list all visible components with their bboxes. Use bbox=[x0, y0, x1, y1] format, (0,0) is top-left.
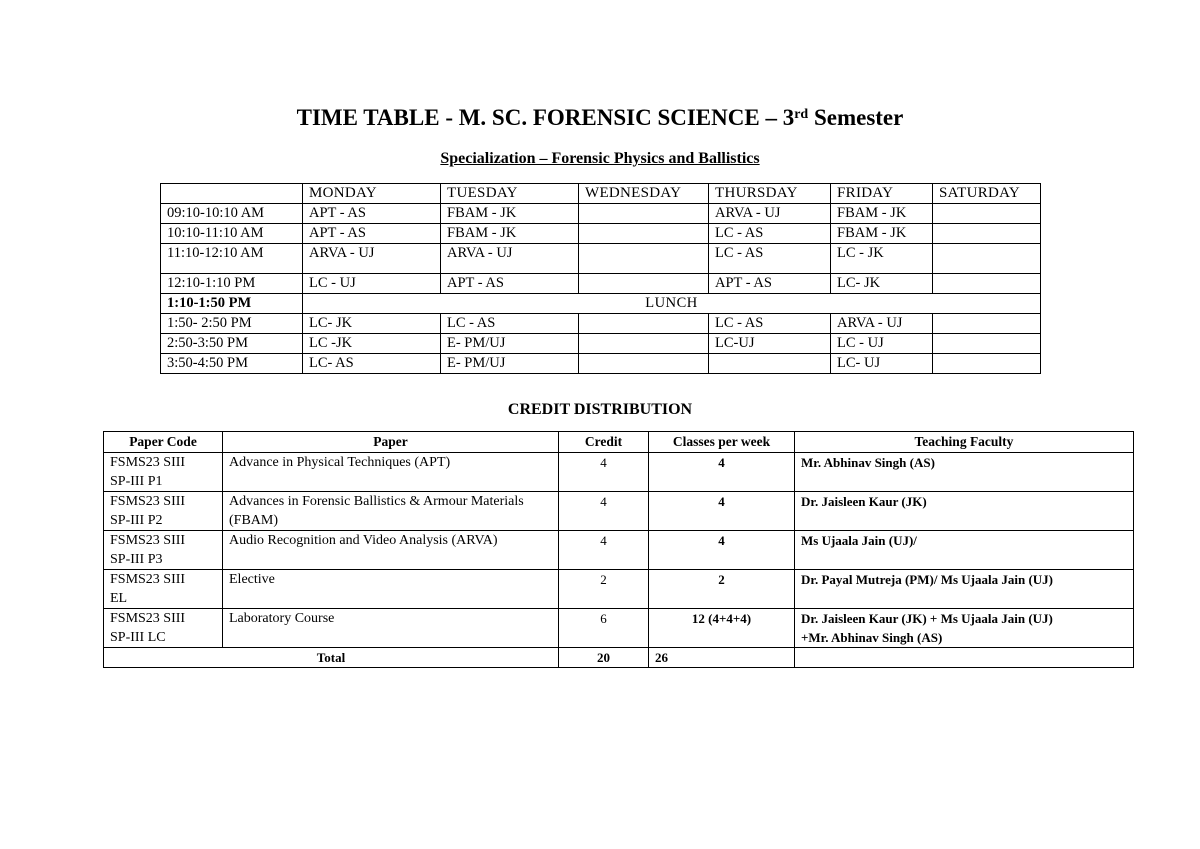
header-credit: Credit bbox=[559, 432, 649, 453]
paper-title: Laboratory Course bbox=[223, 609, 559, 648]
time-slot: 1:50- 2:50 PM bbox=[161, 314, 303, 334]
paper-classes: 12 (4+4+4) bbox=[649, 609, 795, 648]
timetable bbox=[160, 183, 1041, 374]
lunch-row bbox=[161, 294, 1041, 314]
timetable-cell: LC - JK bbox=[831, 244, 933, 274]
specialization-subtitle: Specialization – Forensic Physics and Ballistics bbox=[440, 150, 760, 167]
timetable-cell: E- PM/UJ bbox=[441, 334, 579, 354]
paper-code bbox=[104, 453, 223, 492]
timetable-cell: LC - UJ bbox=[303, 274, 441, 294]
credit-row bbox=[104, 492, 1134, 531]
document-title bbox=[0, 103, 1200, 133]
total-credit: 20 bbox=[559, 648, 649, 668]
timetable-cell: LC-UJ bbox=[709, 334, 831, 354]
paper-code-line1: FSMS23 SIII bbox=[110, 494, 186, 509]
timetable-row bbox=[161, 244, 1041, 274]
paper-credit: 4 bbox=[559, 531, 649, 570]
paper-code bbox=[104, 570, 223, 609]
credit-row bbox=[104, 609, 1134, 648]
paper-code bbox=[104, 531, 223, 570]
timetable-cell bbox=[933, 274, 1041, 294]
paper-classes: 4 bbox=[649, 492, 795, 531]
paper-classes: 2 bbox=[649, 570, 795, 609]
timetable-cell bbox=[579, 244, 709, 274]
timetable-cell: FBAM - JK bbox=[831, 204, 933, 224]
header-classes-per-week: Classes per week bbox=[649, 432, 795, 453]
total-label: Total bbox=[104, 648, 559, 668]
credit-row bbox=[104, 570, 1134, 609]
timetable-cell: APT - AS bbox=[303, 224, 441, 244]
paper-credit: 2 bbox=[559, 570, 649, 609]
timetable-row bbox=[161, 334, 1041, 354]
credit-row bbox=[104, 531, 1134, 570]
header-paper-code: Paper Code bbox=[104, 432, 223, 453]
credit-distribution-table bbox=[103, 431, 1134, 668]
paper-title: Elective bbox=[223, 570, 559, 609]
faculty-line1: Mr. Abhinav Singh (AS) bbox=[801, 455, 935, 470]
timetable-cell: APT - AS bbox=[441, 274, 579, 294]
timetable-cell: ARVA - UJ bbox=[303, 244, 441, 274]
timetable-cell bbox=[933, 204, 1041, 224]
paper-classes: 4 bbox=[649, 453, 795, 492]
day-header-friday: FRIDAY bbox=[831, 184, 933, 204]
paper-code-line1: FSMS23 SIII bbox=[110, 455, 186, 470]
timetable-cell bbox=[579, 334, 709, 354]
lunch-time-slot: 1:10-1:50 PM bbox=[161, 294, 303, 314]
faculty-line1: Ms Ujaala Jain (UJ)/ bbox=[801, 533, 917, 548]
paper-faculty bbox=[795, 609, 1134, 648]
timetable-cell: LC -JK bbox=[303, 334, 441, 354]
timetable-cell bbox=[933, 314, 1041, 334]
header-teaching-faculty: Teaching Faculty bbox=[795, 432, 1134, 453]
paper-code-line1: FSMS23 SIII bbox=[110, 572, 186, 587]
time-slot: 11:10-12:10 AM bbox=[161, 244, 303, 274]
paper-title: Audio Recognition and Video Analysis (ARVA) bbox=[223, 531, 559, 570]
timetable-cell: APT - AS bbox=[303, 204, 441, 224]
timetable-cell: LC - AS bbox=[709, 224, 831, 244]
timetable-cell: LC- AS bbox=[303, 354, 441, 374]
timetable-row bbox=[161, 204, 1041, 224]
faculty-line1: Dr. Jaisleen Kaur (JK) + Ms Ujaala Jain (UJ) bbox=[801, 611, 1053, 626]
timetable-cell bbox=[579, 354, 709, 374]
paper-faculty bbox=[795, 531, 1134, 570]
timetable-cell: E- PM/UJ bbox=[441, 354, 579, 374]
timetable-cell: LC - AS bbox=[441, 314, 579, 334]
timetable-cell bbox=[933, 244, 1041, 274]
timetable-cell: LC - UJ bbox=[831, 334, 933, 354]
time-slot: 12:10-1:10 PM bbox=[161, 274, 303, 294]
paper-code-line2: SP-III P1 bbox=[110, 474, 163, 489]
paper-credit: 6 bbox=[559, 609, 649, 648]
title-superscript: rd bbox=[794, 107, 809, 122]
timetable-cell bbox=[579, 314, 709, 334]
timetable-cell bbox=[709, 354, 831, 374]
timetable-row bbox=[161, 354, 1041, 374]
paper-title: Advance in Physical Techniques (APT) bbox=[223, 453, 559, 492]
day-header-tuesday: TUESDAY bbox=[441, 184, 579, 204]
paper-faculty bbox=[795, 453, 1134, 492]
time-slot: 09:10-10:10 AM bbox=[161, 204, 303, 224]
faculty-line1: Dr. Payal Mutreja (PM)/ Ms Ujaala Jain (UJ) bbox=[801, 572, 1054, 587]
credit-distribution-title: CREDIT DISTRIBUTION bbox=[507, 401, 693, 418]
timetable-cell: ARVA - UJ bbox=[709, 204, 831, 224]
paper-credit: 4 bbox=[559, 453, 649, 492]
timetable-cell: APT - AS bbox=[709, 274, 831, 294]
timetable-header-row bbox=[161, 184, 1041, 204]
day-header-monday: MONDAY bbox=[303, 184, 441, 204]
credit-row bbox=[104, 453, 1134, 492]
lunch-label: LUNCH bbox=[303, 294, 1041, 314]
day-header-thursday: THURSDAY bbox=[709, 184, 831, 204]
title-suffix: Semester bbox=[808, 105, 904, 130]
timetable-cell: FBAM - JK bbox=[441, 224, 579, 244]
paper-code bbox=[104, 492, 223, 531]
timetable-cell bbox=[933, 354, 1041, 374]
timetable-cell: LC- JK bbox=[303, 314, 441, 334]
time-slot: 10:10-11:10 AM bbox=[161, 224, 303, 244]
paper-code-line2: SP-III LC bbox=[110, 630, 166, 645]
paper-code-line1: FSMS23 SIII bbox=[110, 611, 186, 626]
time-slot: 2:50-3:50 PM bbox=[161, 334, 303, 354]
timetable-cell bbox=[933, 224, 1041, 244]
paper-code-line1: FSMS23 SIII bbox=[110, 533, 186, 548]
header-paper: Paper bbox=[223, 432, 559, 453]
paper-code-line2: SP-III P2 bbox=[110, 513, 163, 528]
paper-code-line2: EL bbox=[110, 591, 128, 606]
faculty-line1: Dr. Jaisleen Kaur (JK) bbox=[801, 494, 927, 509]
paper-code-line2: SP-III P3 bbox=[110, 552, 163, 567]
paper-title: Advances in Forensic Ballistics & Armour Materials (FBAM) bbox=[223, 492, 559, 531]
paper-faculty bbox=[795, 492, 1134, 531]
timetable-row bbox=[161, 314, 1041, 334]
timetable-cell bbox=[579, 274, 709, 294]
timetable-cell: ARVA - UJ bbox=[831, 314, 933, 334]
timetable-cell bbox=[933, 334, 1041, 354]
paper-code bbox=[104, 609, 223, 648]
day-header-saturday: SATURDAY bbox=[933, 184, 1041, 204]
total-classes: 26 bbox=[649, 648, 795, 668]
credit-header-row bbox=[104, 432, 1134, 453]
day-header-wednesday: WEDNESDAY bbox=[579, 184, 709, 204]
timetable-cell: FBAM - JK bbox=[441, 204, 579, 224]
timetable-corner-cell bbox=[161, 184, 303, 204]
timetable-cell: LC- UJ bbox=[831, 354, 933, 374]
timetable-cell: FBAM - JK bbox=[831, 224, 933, 244]
timetable-cell bbox=[579, 204, 709, 224]
paper-faculty bbox=[795, 570, 1134, 609]
timetable-cell: LC - AS bbox=[709, 314, 831, 334]
timetable-row bbox=[161, 274, 1041, 294]
paper-classes: 4 bbox=[649, 531, 795, 570]
timetable-cell: LC- JK bbox=[831, 274, 933, 294]
paper-credit: 4 bbox=[559, 492, 649, 531]
timetable-cell: LC - AS bbox=[709, 244, 831, 274]
timetable-row bbox=[161, 224, 1041, 244]
total-faculty-empty bbox=[795, 648, 1134, 668]
faculty-line2: +Mr. Abhinav Singh (AS) bbox=[801, 630, 943, 645]
title-text: TIME TABLE - M. SC. FORENSIC SCIENCE – 3 bbox=[296, 105, 795, 130]
time-slot: 3:50-4:50 PM bbox=[161, 354, 303, 374]
total-row bbox=[104, 648, 1134, 668]
timetable-cell: ARVA - UJ bbox=[441, 244, 579, 274]
timetable-cell bbox=[579, 224, 709, 244]
